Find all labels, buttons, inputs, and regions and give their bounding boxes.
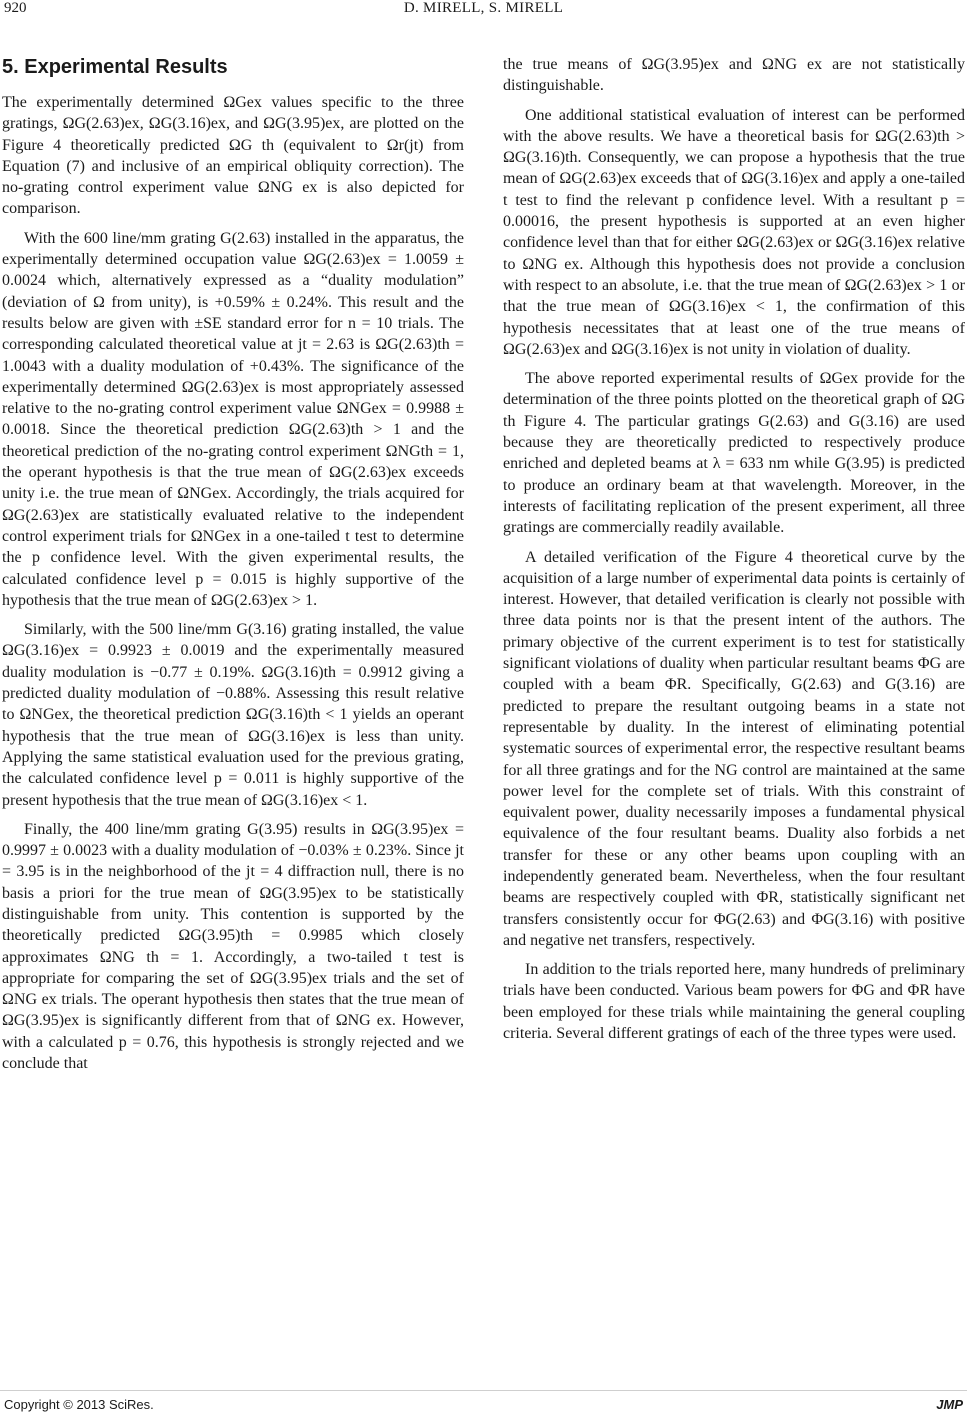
left-column bbox=[2, 54, 464, 1082]
paragraph: the true means of ΩG(3.95)ex and ΩNG ex are not statistically distinguishable. bbox=[503, 56, 965, 95]
paragraph: Similarly, with the 500 line/mm G(3.16) grating installed, the value ΩG(3.16)ex = 0.9923 ± 0.0019 and the experimentally measured duality modulation is −0.77 ± 0.19%. ΩG(3.16)th = 0.9912 giving a predicted duality modulation of −0.88%. Assessing this result relative to ΩNGex, the theoretical prediction ΩG(3.16)th < 1 yields an operant hypothesis that the true mean of ΩG(3.16)ex is less than unity. Applying the same statistical evaluation used for the previous grating, the calculated confidence level p = 0.011 is highly supportive of the present hypothesis that the true mean of ΩG(3.16)ex < 1. bbox=[2, 621, 464, 809]
paragraph: One additional statistical evaluation of interest can be performed with the above results. We have a theoretical basis for ΩG(2.63)th > ΩG(3.16)th. Consequently, we can propose a hypothesis that the true mean of ΩG(2.63)ex exceeds that of ΩG(3.16)ex and apply a one-tailed t test to find the relevant p confidence level. With a resultant p = 0.00016, the present hypothesis is supported at an even higher confidence level than that for either ΩG(2.63)ex or ΩG(3.16)ex relative to ΩNG ex. Although this hypothesis does not provide a conclusion with respect to an absolute, i.e. that the true mean of ΩG(2.63)ex > 1 or that the true mean of ΩG(3.16)ex < 1, the confirmation of this hypothesis necessitates that at least one of the true means of ΩG(2.63)ex and ΩG(3.16)ex is not unity in violation of duality. bbox=[503, 106, 965, 358]
paragraph: In addition to the trials reported here, many hundreds of preliminary trials have been conducted. Various beam powers for ΦG and ΦR have been employed for these trials while maintaining the general coupling criteria. Several different gratings of each of the three types were used. bbox=[503, 961, 965, 1043]
page-number: 920 bbox=[4, 0, 27, 16]
paragraph: The experimentally determined ΩGex values specific to the three gratings, ΩG(2.63)ex, ΩG(3.16)ex, and ΩG(3.95)ex, are plotted on the Figure 4 theoretically predicted ΩG th (equivalent to Ωr(jt) from Equation (7) and inclusive of an empirical obliquity correction). The no-grating control experiment value ΩNG ex is also depicted for comparison. bbox=[2, 94, 464, 218]
paragraph: The above reported experimental results of ΩGex provide for the determination of the three points plotted on the theoretical graph of ΩG th Figure 4. The particular gratings G(2.63) and G(3.16) are used because they are theoretically predicted to respectively produce enriched and depleted beams at λ = 633 nm while G(3.95) is predicted to produce an ordinary beam at that wavelength. Moreover, in the interests of facilitating replication of the present experiment, all three gratings are commercially readily available. bbox=[503, 370, 965, 537]
right-column bbox=[503, 54, 965, 1052]
paragraph: A detailed verification of the Figure 4 theoretical curve by the acquisition of a large number of experimental data points is certainly of interest. However, that detailed verification is clearly not possible with three data points nor is that the present intent of the authors. The primary objective of the current experiment is to test for statistically significant violations of duality when particular resultant beams ΦG are coupled with a beam ΦR. Specifically, G(2.63) and G(3.16) are predicted to prepare the resultant outgoing beams in a state not representable by duality. In the interest of eliminating potential systematic sources of experimental error, the respective resultant beams for all three gratings and for the NG control are maintained at the same power level for the complete set of trials. With this constraint of equivalent power, duality necessarily imposes a fundamental physical equivalence of the four resultant beams. Duality also forbids a net transfer for these or any other beams upon coupling with an independently generated beam. Nevertheless, when the four resultant beams are respectively coupled with ΦR, statistically significant net transfers consistently occur for ΦG(2.63) and ΦG(3.16) with positive and negative net transfers, respectively. bbox=[503, 548, 965, 949]
paragraph: Finally, the 400 line/mm grating G(3.95) results in ΩG(3.95)ex = 0.9997 ± 0.0023 with a duality modulation of −0.03% ± 0.23%. Since jt = 3.95 is in the neighborhood of the jt = 4 diffraction null, there is no basis a priori for the true mean of ΩG(3.95)ex to be statistically distinguishable from unity. This contention is supported by the theoretically predicted ΩG(3.95)th = 0.9985 which closely approximates ΩNG th = 1. Accordingly, a two-tailed t test is appropriate for comparing the set of ΩG(3.95)ex trials and the set of ΩNG ex trials. The operant hypothesis then states that the true mean of ΩG(3.95)ex is significantly different from that of ΩNG ex. However, with a calculated p = 0.76, this hypothesis is strongly rejected and we conclude that bbox=[2, 820, 464, 1073]
running-head: D. MIRELL, S. MIRELL bbox=[403, 0, 564, 16]
footer-divider bbox=[0, 1390, 967, 1391]
journal-abbreviation: JMP bbox=[936, 1397, 963, 1412]
section-title: 5. Experimental Results bbox=[2, 56, 228, 78]
paragraph: With the 600 line/mm grating G(2.63) installed in the apparatus, the experimentally determined occupation value ΩG(2.63)ex = 1.0059 ± 0.0024 which, alternatively expressed as a “duality modulation” (deviation of Ω from unity), is +0.59% ± 0.24%. This result and the results below are given with ±SE standard error for n = 10 trials. The corresponding calculated theoretical value at jt = 2.63 is ΩG(2.63)th = 1.0043 with a duality modulation of +0.43%. The significance of the experimentally determined ΩG(2.63)ex is most appropriately assessed relative to the no-grating control experiment value ΩNGex = 0.9988 ± 0.0018. Since the theoretical prediction ΩG(2.63)th > 1 and the theoretical prediction of the no-grating control experiment ΩNGth = 1, the operant hypothesis is that the true mean of ΩG(2.63)ex exceeds unity i.e. the true mean of ΩNGex. Accordingly, the trials acquired for ΩG(2.63)ex are statistically evaluated relative to the independent control experiment trials for ΩNGex in a one-tailed t test to determine the p confidence level. With the given experimental results, the calculated confidence level p = 0.015 is highly supportive of the hypothesis that the true mean of ΩG(2.63)ex > 1. bbox=[2, 229, 464, 609]
copyright-notice: Copyright © 2013 SciRes. bbox=[4, 1397, 154, 1412]
